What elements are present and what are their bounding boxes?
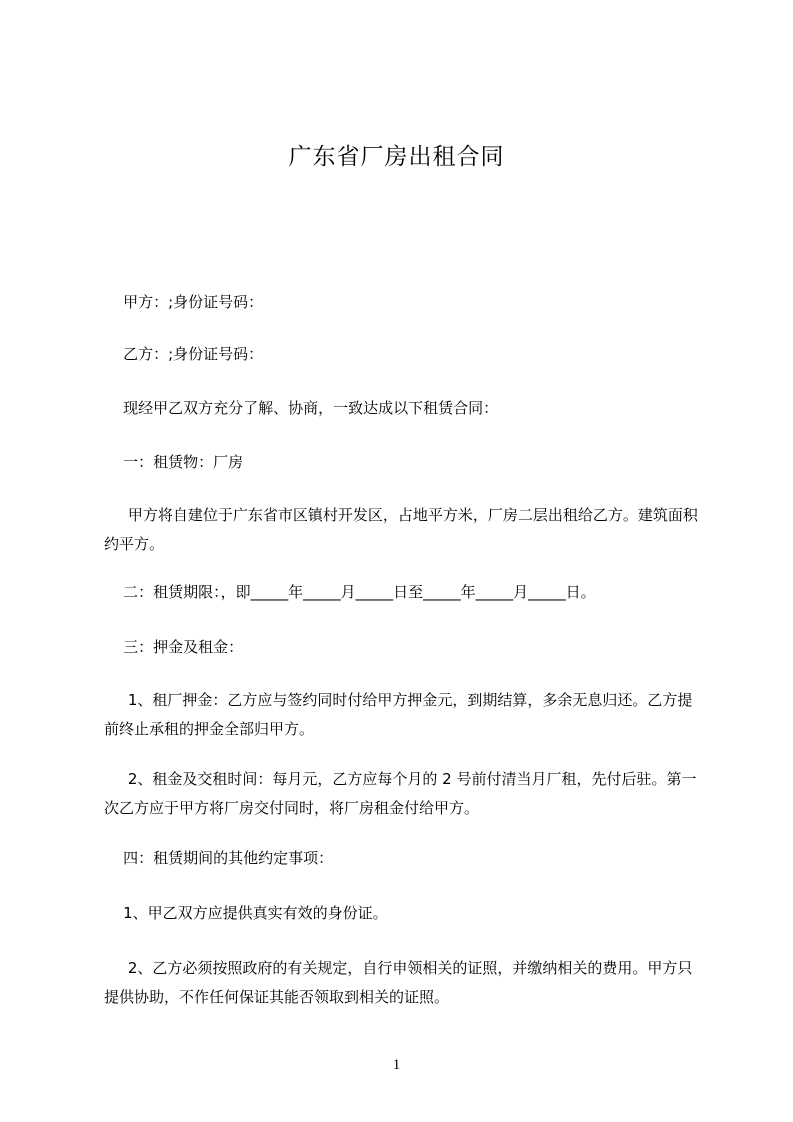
page-number: 1 — [392, 1057, 401, 1073]
paragraph-rental-object: 甲方将自建位于广东省市区镇村开发区，占地平方米，厂房二层出租给乙方。建筑面积约平方。 — [104, 506, 698, 553]
paragraph-id-cards: 1、甲乙双方应提供真实有效的身份证。 — [104, 904, 388, 922]
document-title: 广东省厂房出租合同 — [288, 144, 505, 170]
section-heading-other-terms: 四：租赁期间的其他约定事项： — [104, 849, 334, 867]
paragraph-rent-time: 2、租金及交租时间：每月元，乙方应每个月的 2 号前付清当月厂租，先付后驻。第一次乙方应于甲方将厂房交付同时，将厂房租金付给甲方。 — [104, 770, 697, 817]
paragraph-party-a: 甲方：;身份证号码： — [104, 293, 264, 311]
section-heading-rental-object: 一：租赁物：厂房 — [104, 453, 244, 471]
paragraph-deposit: 1、租厂押金：乙方应与签约同时付给甲方押金元，到期结算，多余无息归还。乙方提前终止承租的押金全部归甲方。 — [104, 691, 693, 738]
paragraph-party-b: 乙方：;身份证号码： — [104, 345, 264, 363]
paragraph-intro: 现经甲乙双方充分了解、协商，一致达成以下租赁合同： — [104, 399, 499, 417]
section-heading-deposit-rent: 三：押金及租金： — [104, 638, 244, 656]
section-heading-lease-term: 二：租赁期限：，即_____年_____月_____日至_____年_____月_____日。 — [104, 583, 596, 601]
paragraph-licenses: 2、乙方必须按照政府的有关规定，自行申领相关的证照，并缴纳相关的费用。甲方只提供协助，不作任何保证其能否领取到相关的证照。 — [104, 959, 693, 1006]
